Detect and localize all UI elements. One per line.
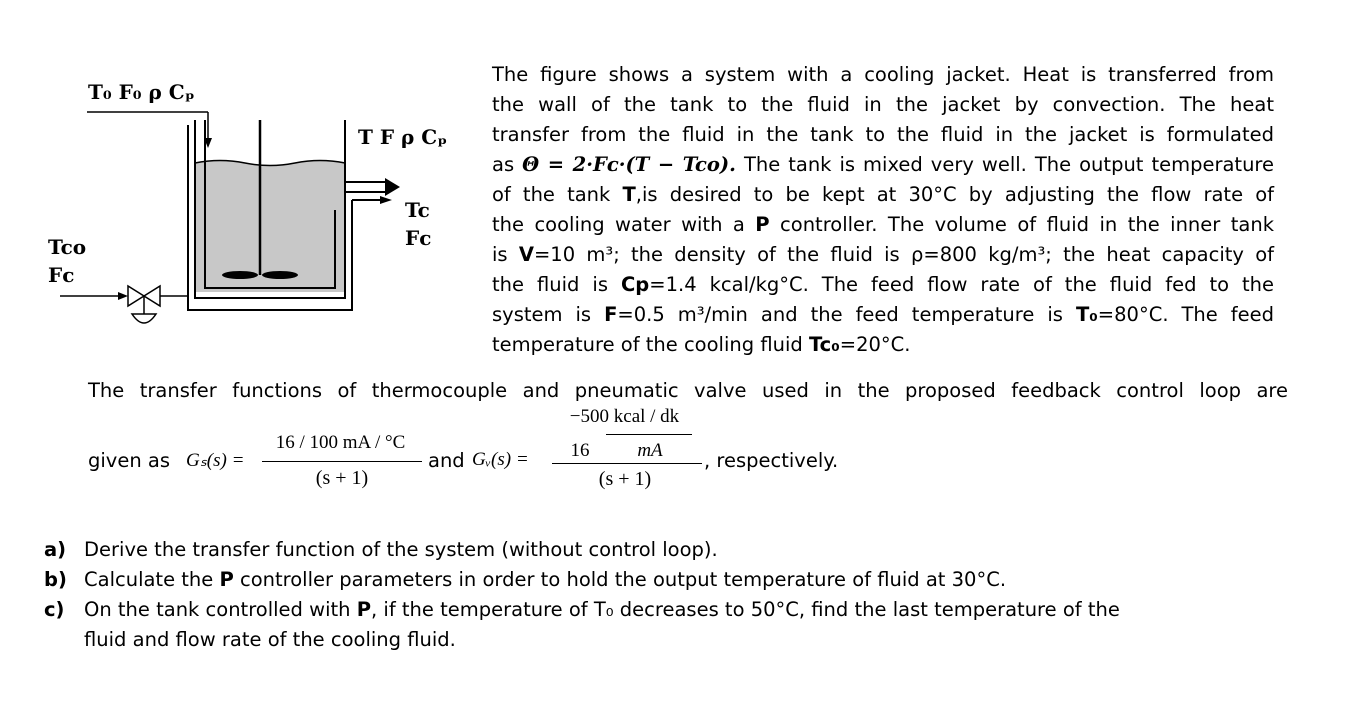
- gv-fraction-bar: [552, 463, 702, 464]
- question-c-continued: fluid and flow rate of the cooling fluid.: [84, 628, 456, 651]
- gv-inner-bar: [606, 434, 692, 435]
- outlet-arrow: [385, 178, 400, 196]
- jacket-in-flow-label: Fc: [48, 263, 75, 287]
- question-c: c) On the tank controlled with P, if the temperature of T₀ decreases to 50°C, find the last temperature of the: [44, 598, 1120, 621]
- transfer-intro-line: The transfer functions of thermocouple and pneumatic valve used in the proposed feedback control loop are: [88, 379, 1288, 402]
- tank-diagram: [40, 70, 490, 350]
- gv-denominator: (s + 1): [598, 468, 652, 490]
- intro-line-6: the cooling water with a P controller. The volume of fluid in the inner tank: [492, 213, 1275, 236]
- intro-line-7: is V=10 m³; the density of the fluid is ρ=800 kg/m³; the heat capacity of: [492, 243, 1274, 266]
- jacket-out-flow-label: Fc: [405, 226, 432, 250]
- jacket-in-temp-label: Tco: [48, 235, 87, 259]
- gs-numerator: 16 / 100 mA / °C: [275, 432, 406, 453]
- jacket-outlet-arrow: [380, 196, 392, 204]
- valve-body-right: [144, 286, 160, 306]
- gv-numerator-left: 16: [570, 440, 590, 461]
- gs-fraction-bar: [262, 461, 422, 462]
- intro-line-1: The figure shows a system with a cooling jacket. Heat is transferred from: [492, 63, 1274, 86]
- intro-line-10: temperature of the cooling fluid Tc₀=20°C.: [492, 333, 911, 356]
- valve-actuator: [132, 314, 156, 323]
- gv-numerator-top: −500 kcal / dk: [569, 406, 680, 427]
- gv-numerator-right: mA: [637, 440, 663, 461]
- stirrer-blade-left: [222, 271, 258, 279]
- respectively-label: , respectively.: [704, 449, 839, 472]
- gv-lhs: Gᵥ(s) =: [472, 449, 529, 470]
- outlet-label: T F ρ Cₚ: [358, 125, 448, 149]
- heat-formula: Θ = 2·Fᴄ·(T − Tco).: [522, 153, 736, 176]
- intro-line-9: system is F=0.5 m³/min and the feed temperature is T₀=80°C. The feed: [492, 303, 1275, 326]
- intro-line-5: of the tank T,is desired to be kept at 30°C by adjusting the flow rate of: [492, 183, 1274, 206]
- gs-lhs: Gₛ(s) =: [186, 450, 245, 471]
- jacket-out-temp-label: Tc: [405, 198, 430, 222]
- intro-line-8: the fluid is Cp=1.4 kcal/kg°C. The feed flow rate of the fluid fed to the: [492, 273, 1275, 296]
- given-as-label: given as: [88, 449, 170, 472]
- feed-label: T₀ F₀ ρ Cₚ: [88, 80, 195, 104]
- intro-line-3: transfer from the fluid in the tank to the fluid in the jacket is formulated: [492, 123, 1274, 146]
- valve-body-left: [128, 286, 144, 306]
- intro-line-2: the wall of the tank to the fluid in the jacket by convection. The heat: [492, 93, 1274, 116]
- question-a: a) Derive the transfer function of the system (without control loop).: [44, 538, 718, 561]
- gs-denominator: (s + 1): [315, 467, 369, 489]
- intro-paragraph: [492, 60, 1274, 360]
- question-list: [44, 535, 1284, 655]
- and-label: and: [428, 449, 465, 472]
- question-b: b) Calculate the P controller parameters in order to hold the output temperature of fluid at 30°C.: [44, 568, 1007, 591]
- stirrer-blade-right: [262, 271, 298, 279]
- intro-line-4: as Θ = 2·Fᴄ·(T − Tco). The tank is mixed very well. The output temperature: [492, 153, 1275, 176]
